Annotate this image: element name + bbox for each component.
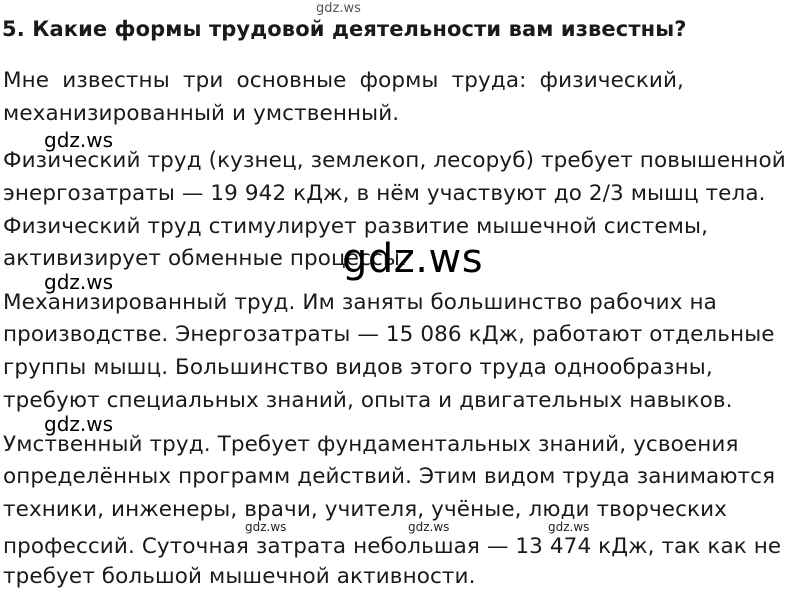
paragraph-4-line-3: техники, инженеры, врачи, учителя, учёные, люди творческих	[3, 497, 727, 522]
paragraph-1-line-1: Мне известны три основные формы труда: физический,	[3, 68, 684, 93]
paragraph-3-line-3: группы мышц. Большинство видов этого труда однообразны,	[3, 355, 713, 380]
paragraph-2-line-4: активизирует обменные процессы.	[3, 246, 407, 271]
paragraph-2-line-1: Физический труд (кузнец, землекоп, лесоруб) требует повышенной	[3, 148, 786, 173]
watermark-3: gdz.ws	[44, 412, 114, 436]
paragraph-3-line-4: требуют специальных знаний, опыта и двигательных навыков.	[3, 388, 733, 413]
watermark-2: gdz.ws	[44, 270, 114, 294]
paragraph-4-line-2: определённых программ действий. Этим видом труда занимаются	[3, 464, 776, 489]
paragraph-1-line-2: механизированный и умственный.	[3, 101, 400, 126]
paragraph-4-line-1: Умственный труд. Требует фундаментальных знаний, усвоения	[3, 432, 739, 457]
watermark-top: gdz.ws	[316, 1, 361, 16]
paragraph-3-line-1: Механизированный труд. Им заняты большинство рабочих на	[3, 290, 717, 315]
watermark-small-1: gdz.ws	[245, 520, 287, 534]
question-title: 5. Какие формы трудовой деятельности вам известны?	[2, 17, 687, 41]
watermark-1: gdz.ws	[44, 128, 114, 152]
watermark-large: gdz.ws	[342, 236, 484, 282]
paragraph-3-line-2: производстве. Энергозатраты — 15 086 кДж, работают отдельные	[3, 322, 775, 347]
paragraph-2-line-2: энергозатраты — 19 942 кДж, в нём участвуют до 2/3 мышц тела.	[3, 181, 766, 206]
watermark-small-2: gdz.ws	[408, 520, 450, 534]
paragraph-4-line-4: профессий. Суточная затрата небольшая — 13 474 кДж, так как не	[3, 534, 782, 559]
watermark-small-3: gdz.ws	[548, 520, 590, 534]
paragraph-4-line-5: требует большой мышечной активности.	[3, 564, 476, 589]
paragraph-2-line-3: Физический труд стимулирует развитие мышечной системы,	[3, 214, 708, 239]
